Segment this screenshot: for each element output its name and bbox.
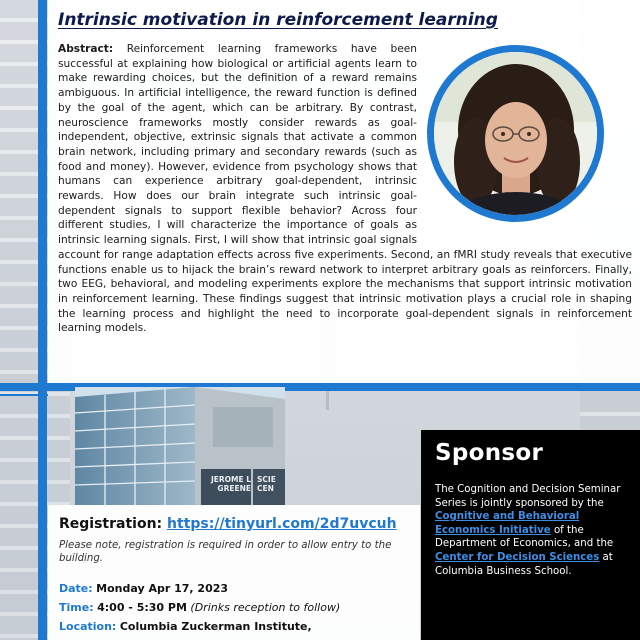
sponsor-text-1: The Cognition and Decision Seminar Series is jointly sponsored by the bbox=[435, 484, 621, 509]
cbei-link[interactable]: Cognitive and Behavioral Economics Initiative bbox=[435, 511, 580, 536]
date-row bbox=[59, 582, 228, 595]
registration-link[interactable]: https://tinyurl.com/2d7uvcuh bbox=[167, 516, 397, 532]
sign-line-2: GREENE bbox=[217, 484, 251, 493]
location-label: Location: bbox=[59, 620, 117, 633]
speaker-photo bbox=[427, 45, 604, 222]
abstract-body: Reinforcement learning frameworks have been successful at explaining how biological or artificial agents learn to make rewarding choices, but the definition of a reward remains ambiguous. In artificial intelligence, the reward function is defined by the goal of the agent, which can be arbitrary. By contrast, neuroscience frameworks mostly consider rewards as goal-independent, objective, extrinsic signals that activate a common brain network, including primary and secondary rewards (such as food and money). However, evidence from psychology shows that humans can experience arbitrary goal-dependent, intrinsic rewards. How does our brain integrate such intrinsic goal-dependent signals to support flexible behavior? Across four different studies, I will characterize the importance of goals as intrinsic learning signals. First, I will show that intrinsic goal signals account for range adaptation effects across five experiments. Second, an fMRI study reveals that executive functions enable us to hijack the brain’s reward network to interpret arbitrary goals as reinforcers. Finally, two EEG, behavioral, and modeling experiments explore the mechanisms that support intrinsic motivation in reinforcement learning. These findings suggest that intrinsic motivation plays a crucial role in shaping the learning process and highlight the need to incorporate goal-dependent signals in reinforcement learning models. bbox=[58, 43, 632, 335]
location-value: Columbia Zuckerman Institute, bbox=[119, 620, 312, 633]
date-label: Date: bbox=[59, 582, 93, 595]
time-value: 4:00 - 5:30 PM bbox=[97, 601, 187, 614]
sign-line-1: JEROME L bbox=[210, 475, 251, 484]
zuckerman-building-photo bbox=[75, 387, 285, 505]
building-sign-left bbox=[205, 475, 251, 493]
date-value: Monday Apr 17, 2023 bbox=[96, 582, 229, 595]
building-sign-right bbox=[257, 475, 285, 493]
time-note: (Drinks reception to follow) bbox=[190, 601, 341, 614]
accent-bar-vertical bbox=[38, 0, 47, 640]
sponsor-text bbox=[435, 483, 625, 578]
cds-link[interactable]: Center for Decision Sciences bbox=[435, 551, 600, 563]
registration-note: Please note, registration is required in order to allow entry to the building. bbox=[59, 540, 392, 564]
sign-line-4: CEN bbox=[257, 484, 274, 493]
talk-title: Intrinsic motivation in reinforcement learning bbox=[58, 10, 498, 30]
sponsor-text-3: at Columbia Business School. bbox=[435, 551, 613, 577]
sponsor-heading: Sponsor bbox=[435, 440, 544, 466]
time-label: Time: bbox=[59, 601, 94, 614]
abstract-label: Abstract: bbox=[58, 43, 114, 55]
building-illustration bbox=[75, 387, 285, 505]
sponsor-text-2: of the Department of Economics, and the bbox=[435, 524, 614, 550]
registration-line bbox=[59, 516, 397, 532]
registration-label: Registration: bbox=[59, 516, 163, 532]
sign-line-3: SCIE bbox=[257, 475, 276, 484]
time-row bbox=[59, 601, 340, 614]
accent-bar-short bbox=[0, 394, 48, 396]
sponsor-panel bbox=[421, 430, 640, 640]
location-row bbox=[59, 620, 312, 633]
speaker-portrait-image bbox=[434, 52, 597, 215]
